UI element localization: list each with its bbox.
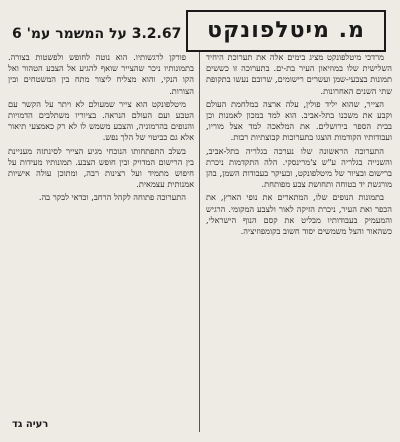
- paragraph: בתמונות הנופים שלו, המתארים את נופי הארץ, את הכפר ואת העיר, ניכרת הזיקה לאור ולצבע המקומי. הרגיש והמעמיק בעבודותיו מבליט את קסם הנוף הישראלי, כשהאור והצל משמשים יסוד חשוב בקומפוזיציה.: [206, 192, 392, 237]
- author-signature: רעיה גד: [12, 419, 49, 430]
- paragraph: התערוכה פתוחה לקהל הרחב, וכדאי לבקר בה.: [38, 192, 186, 203]
- article-column-left: [8, 52, 194, 432]
- clipping-header: [4, 6, 396, 48]
- paragraph: הצייר, שהוא יליד פולין, עלה ארצה במלחמת העולם וקבע את משכנו בתל-אביב. הוא למד במכון לאמנות וכן בבית הספר בירושלים. את המלאכה למד אצל מוריו, ועבודותיו הקודמות הוצגו בתערוכות קבוצתיות רבות.: [206, 98, 392, 143]
- article-column-right: [206, 52, 392, 432]
- paragraph: פורקן לרגשותיו. הוא נוטה לחופש ולפשטות בצורה. בתמונותיו ניכר שהצייר שואף להגיע אל הצבע הטהור ואל הקו הנקי, והוא מצליח ליצור מתח בין המשטחים ובין הצורות.: [8, 52, 194, 96]
- paragraph: מיטלפונקט הוא צייר שמעולם לא ויתר על הקשר עם הטבע ועם העולם הנראה. בציוריו משתלבים הדמויות והנופים בהרמוניה, והצבע משמש לו לא רק כאמצעי תיאור אלא גם כביטוי של הלך נפש.: [8, 98, 194, 143]
- paragraph: מרדכי מיטלפונקט מציג בימים אלה את תערוכת היחיד השלישית שלו במוזיאון העיר בת-ים. בתערוכה זו כששים תמונות בצבעי-שמן ועשרים רישומים, שרובם נעשו בתקופת שתי השנים האחרונות.: [206, 52, 392, 96]
- column-divider: [199, 52, 200, 432]
- paragraph: התערוכה הראשונה שלו נערכה בגלריה בתל-אביב, והשנייה בגלריה ע"ש צ'מרינסקי. הלה התקדמות ניכרת ברישום ובציור של מיטלפונקט, ובעיקר בעבודות השמן, בהן מורגשת יד בטוחה ותחושת צבע מפותחת.: [206, 145, 392, 190]
- headline-box: מ. מיטלפונקט: [186, 10, 386, 52]
- dateline: 3.2.67 על המשמר עמ' 6: [12, 26, 182, 42]
- paragraph: בשלב התפתחותו הנוכחי מגיע הצייר לסינתזה מעניינת בין הרישום המדויק ובין חופש הצבע. תמונותיו מעידות על חיפוש מתמיד ועל רצינות רבה, ומתוכן עולה אישיות אמנותית עצמאית.: [8, 145, 194, 190]
